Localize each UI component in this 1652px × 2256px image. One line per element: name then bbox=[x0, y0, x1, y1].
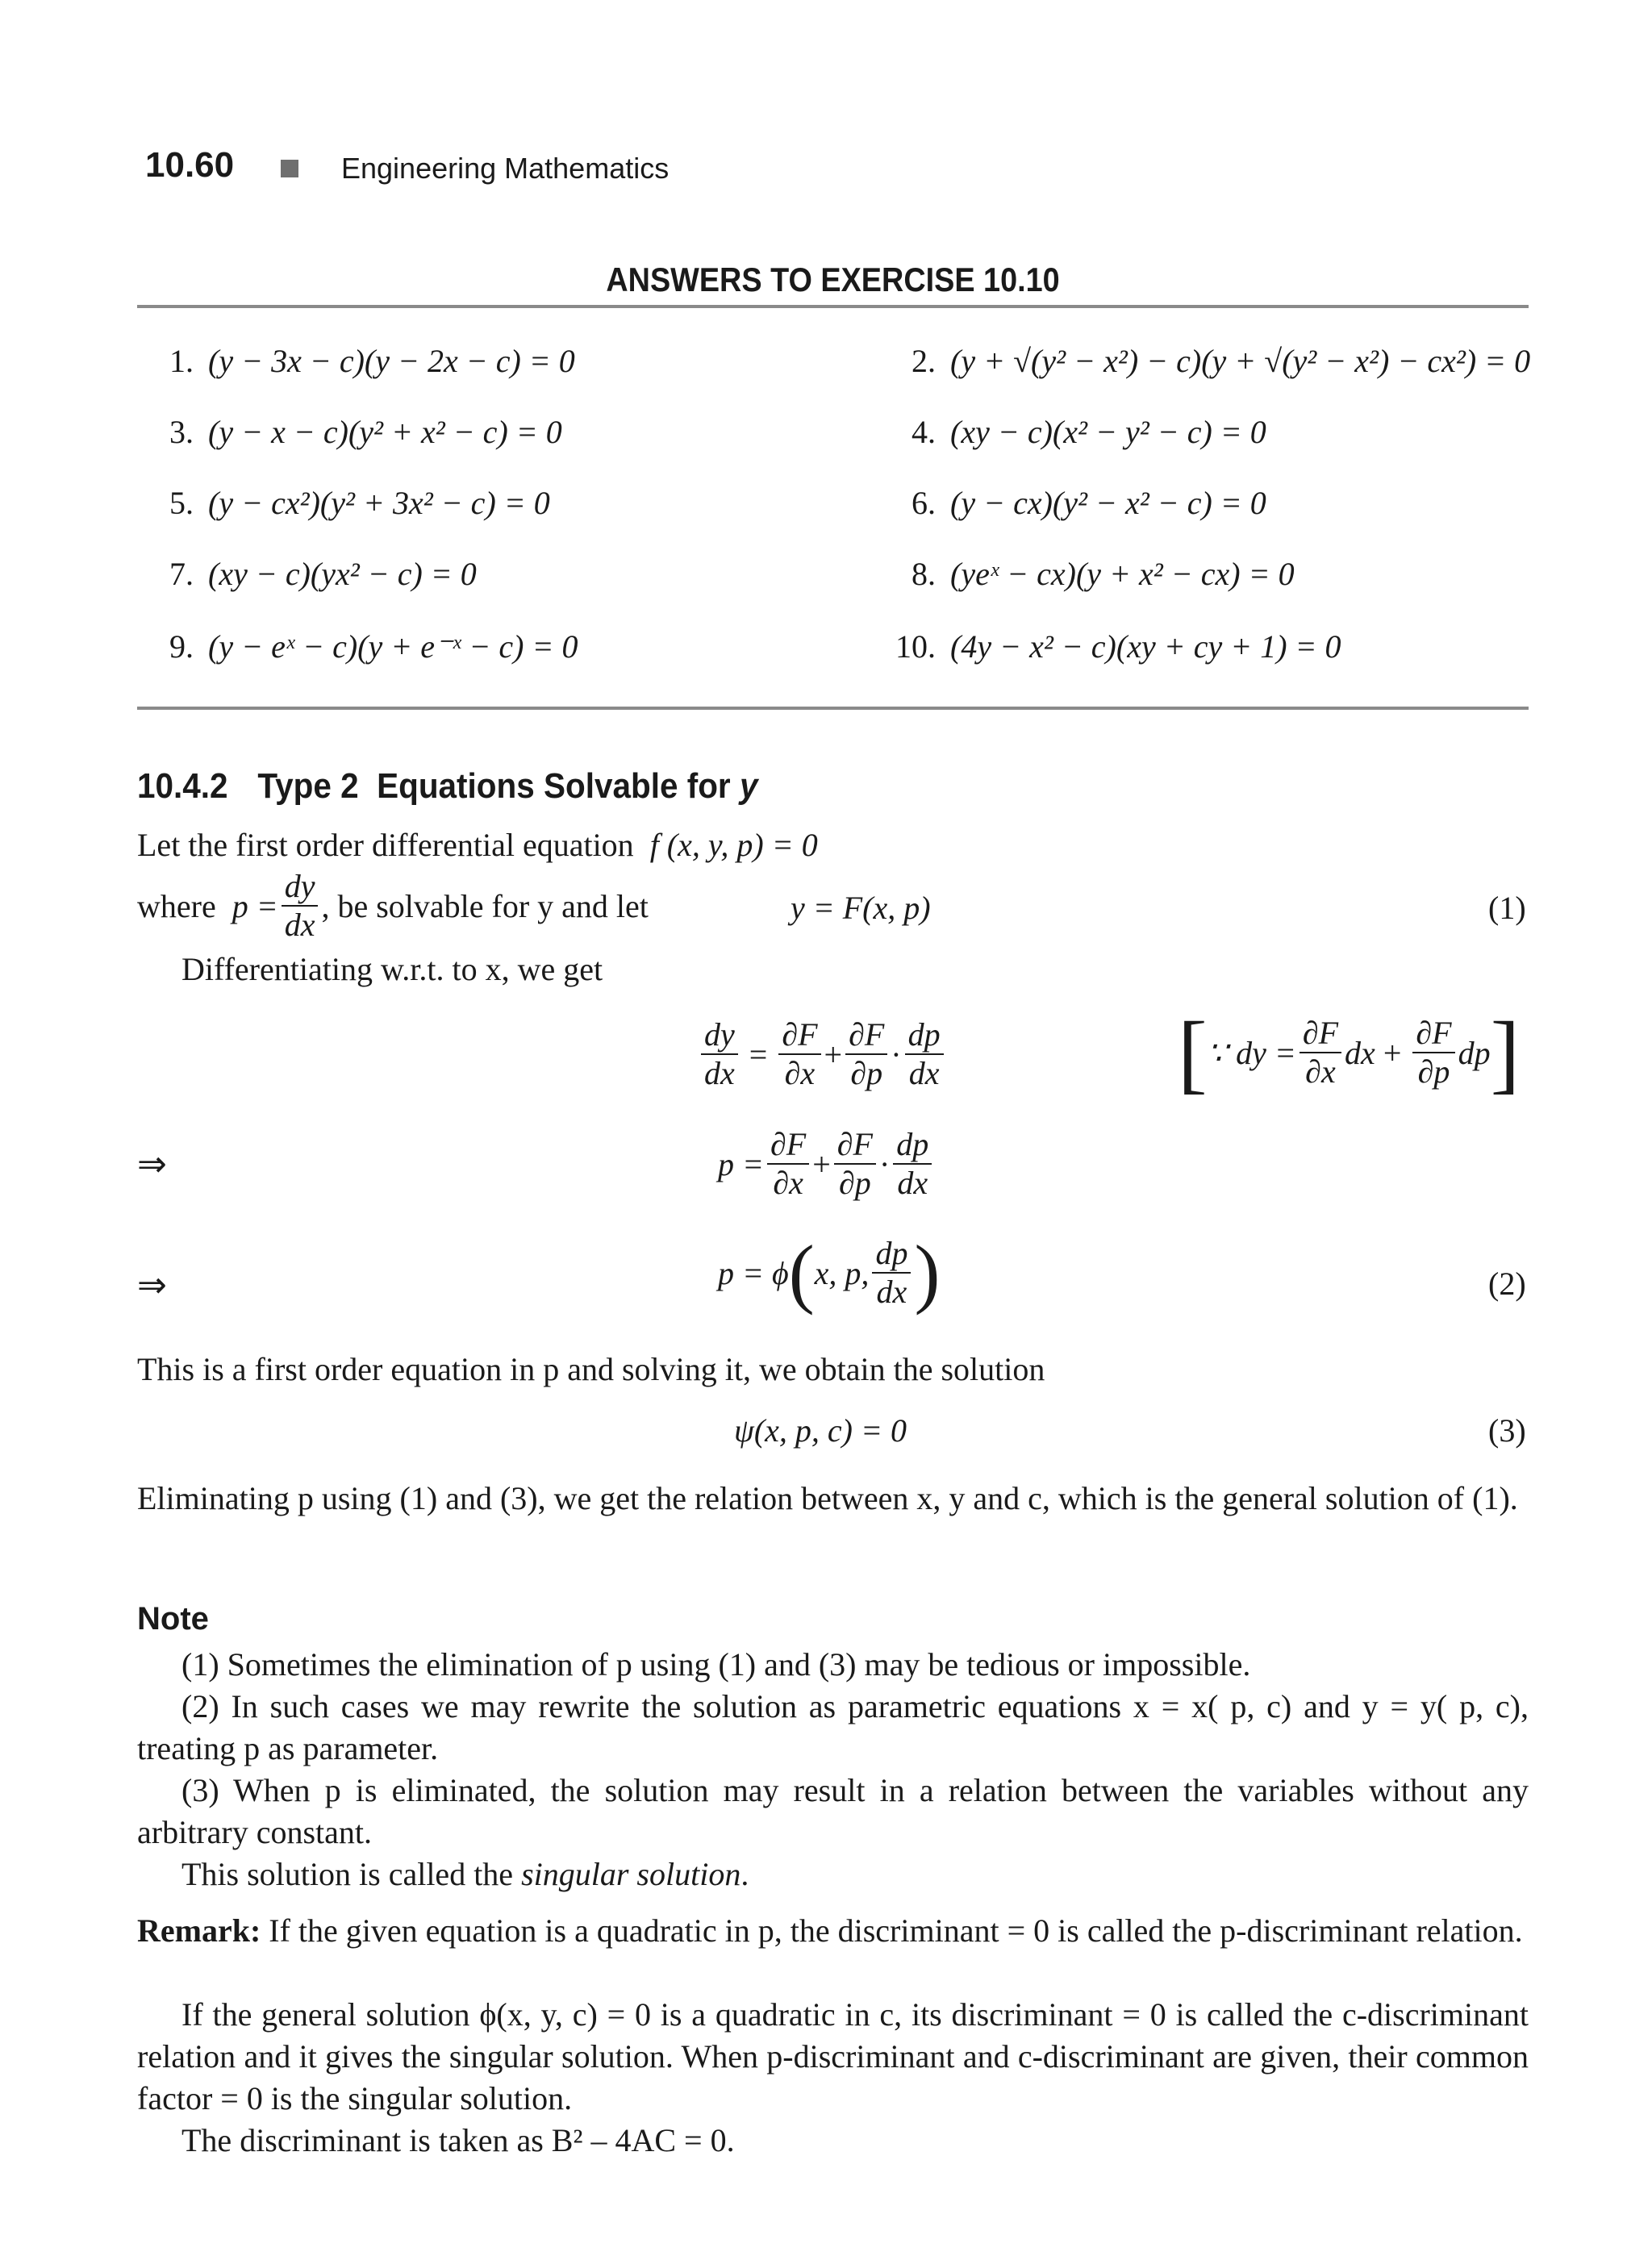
header-square-icon bbox=[281, 160, 298, 177]
p-equation: p = $\frac{\partial F}{\partial x}$ + $\frac{\partial F}{\partial p}$ · $\frac{dp}{dx}$ bbox=[718, 1126, 935, 1202]
equation-tag-2: (2) bbox=[1488, 1266, 1526, 1302]
derivative-equation: $\frac{dy}{dx}$ = $\frac{\partial F}{\partial x}$ + $\frac{\partial F}{\partial p}$ · $\frac{dp}{dx}$ bbox=[698, 1016, 947, 1092]
singular-solution-line: This solution is called the singular solution. bbox=[181, 1856, 749, 1892]
remark-paragraph: Remark: If the given equation is a quadratic in p, the discriminant = 0 is called the p-discriminant relation. bbox=[137, 1912, 1523, 1949]
answer-7: 7. (xy − c)(yx² − c) = 0 bbox=[169, 556, 477, 592]
answer-8: 8. (yeˣ − cx)(y + x² − cx) = 0 bbox=[912, 556, 1295, 592]
note-item-2: (2) In such cases we may rewrite the solution as parametric equations x = x( p, c) and y = y( p, c), treating p as parameter. bbox=[137, 1688, 1529, 1766]
note-item-1: (1) Sometimes the elimination of p using (1) and (3) may be tedious or impossible. bbox=[181, 1646, 1251, 1683]
book-title: Engineering Mathematics bbox=[341, 152, 670, 185]
note-item-3: (3) When p is eliminated, the solution may result in a relation between the variables without any arbitrary constant. bbox=[137, 1772, 1529, 1850]
remark-general-solution: If the general solution ϕ(x, y, c) = 0 is a quadratic in c, its discriminant = 0 is called the c-discriminant relation and it gives the singular solution. When p-discriminant and c-discriminant are given, their common factor = 0 is the singular solution. bbox=[137, 1996, 1529, 2116]
answer-9: 9. (y − eˣ − c)(y + e⁻ˣ − c) = 0 bbox=[169, 628, 578, 665]
where-line: where p = $\frac{dy}{dx}$ , be solvable for y and let bbox=[137, 868, 649, 943]
answer-5: 5. (y − cx²)(y² + 3x² − c) = 0 bbox=[169, 485, 550, 521]
answer-6: 6. (y − cx)(y² − x² − c) = 0 bbox=[912, 485, 1266, 521]
equation-3: ψ(x, p, c) = 0 bbox=[734, 1412, 907, 1449]
answer-3: 3. (y − x − c)(y² + x² − c) = 0 bbox=[169, 414, 562, 450]
page bbox=[137, 0, 1529, 2256]
answers-title: ANSWERS TO EXERCISE 10.10 bbox=[606, 261, 1060, 298]
implies-arrow-1: ⇒ bbox=[137, 1145, 167, 1184]
chain-rule-note: [ ∵ dy = $\frac{\partial F}{\partial x}$ dx + $\frac{\partial F}{\partial p}$ dp ] bbox=[1178, 1003, 1521, 1102]
eliminating-paragraph: Eliminating p using (1) and (3), we get the relation between x, y and c, which is the general solution of (1). bbox=[137, 1480, 1518, 1516]
answer-10: 10. (4y − x² − c)(xy + cy + 1) = 0 bbox=[895, 628, 1341, 665]
section-heading: 10.4.2 Type 2 Equations Solvable for y bbox=[137, 766, 758, 806]
phi-equation: p = ϕ ( x, p, $\frac{dp}{dx}$ ) bbox=[718, 1229, 941, 1316]
first-order-line: This is a first order equation in p and solving it, we obtain the solution bbox=[137, 1351, 1045, 1387]
answers-top-rule bbox=[137, 305, 1529, 308]
implies-arrow-2: ⇒ bbox=[137, 1266, 167, 1305]
dy-dx-fraction: $\frac{dy}{dx}$ bbox=[282, 868, 319, 944]
equation-1: y = F(x, p) bbox=[791, 890, 931, 926]
answer-4: 4. (xy − c)(x² − y² − c) = 0 bbox=[912, 414, 1266, 450]
differentiating-line: Differentiating w.r.t. to x, we get bbox=[181, 951, 603, 987]
note-heading: Note bbox=[137, 1601, 209, 1637]
equation-tag-3: (3) bbox=[1488, 1412, 1526, 1449]
equation-tag-1: (1) bbox=[1488, 890, 1526, 926]
answer-1: 1. (y − 3x − c)(y − 2x − c) = 0 bbox=[169, 343, 575, 379]
answers-bottom-rule bbox=[137, 707, 1529, 710]
page-number: 10.60 bbox=[145, 145, 235, 185]
intro-line: Let the first order differential equation f (x, y, p) = 0 bbox=[137, 827, 818, 863]
answer-2: 2. (y + √(y² − x²) − c)(y + √(y² − x²) − cx²) = 0 bbox=[912, 343, 1531, 379]
discriminant-line: The discriminant is taken as B² – 4AC = 0. bbox=[181, 2122, 735, 2158]
